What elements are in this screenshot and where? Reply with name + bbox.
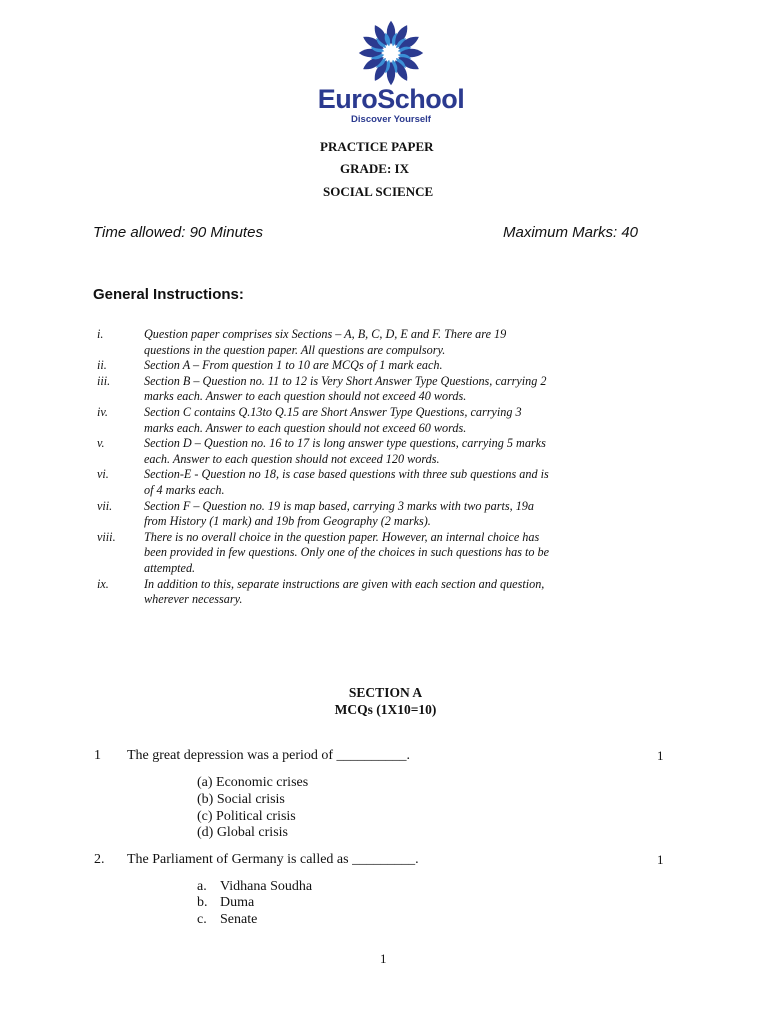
instruction-text: Question paper comprises six Sections – A, B, C, D, E and F. There are 19 <box>144 327 507 341</box>
instruction-number: iii. <box>97 373 111 388</box>
instruction-number: vii. <box>97 498 113 513</box>
option-text: Senate <box>220 912 258 927</box>
instruction-number: ii. <box>97 358 107 373</box>
time-allowed: Time allowed: 90 Minutes <box>93 224 263 241</box>
question-marks: 1 <box>657 748 664 763</box>
instruction-text: Section B – Question no. 11 to 12 is Very Short Answer Type Questions, carrying 2 <box>144 373 547 388</box>
instruction-text: been provided in few questions. Only one of the choices in such questions has to be <box>144 545 550 560</box>
page-number: 1 <box>380 951 387 966</box>
instruction-text: of 4 marks each. <box>144 483 225 497</box>
option: (c) Political crisis <box>197 809 296 824</box>
option-text: Duma <box>220 895 255 910</box>
option-label: b. <box>197 895 208 910</box>
instruction-text: from History (1 mark) and 19b from Geography (2 marks). <box>144 514 431 529</box>
instruction-text: each. Answer to each question should not exceed 120 words. <box>144 451 440 466</box>
instruction-number: viii. <box>97 529 116 544</box>
option-label: a. <box>197 879 207 894</box>
option-label: c. <box>197 912 207 927</box>
instructions-title: General Instructions: <box>93 286 244 303</box>
instruction-number: vi. <box>97 467 109 482</box>
option-text: Vidhana Soudha <box>220 879 313 894</box>
question-text: The Parliament of Germany is called as _________. <box>127 852 419 867</box>
instruction-number: i. <box>97 327 104 341</box>
question-text: The great depression was a period of __________. <box>127 748 411 763</box>
euroschool-logo-icon <box>356 18 426 88</box>
instruction-text: Section-E - Question no 18, is case based questions with three sub questions and is <box>144 467 549 482</box>
question-marks: 1 <box>657 852 664 867</box>
instruction-number: v. <box>97 436 105 451</box>
section-title: SECTION A <box>348 685 423 700</box>
option: (b) Social crisis <box>197 792 285 807</box>
paper-title: PRACTICE PAPER <box>320 139 434 154</box>
instruction-text: In addition to this, separate instructions are given with each section and question, <box>144 576 545 591</box>
instruction-number: iv. <box>97 405 108 419</box>
instruction-text: questions in the question paper. All questions are compulsory. <box>144 342 446 357</box>
brand-name: EuroSchool <box>317 84 465 114</box>
instruction-text: marks each. Answer to each question should not exceed 60 words. <box>144 420 467 435</box>
instruction-text: Section D – Question no. 16 to 17 is long answer type questions, carrying 5 marks <box>144 436 546 451</box>
instruction-text: wherever necessary. <box>144 592 243 607</box>
subject-label: SOCIAL SCIENCE <box>323 184 434 199</box>
instruction-text: There is no overall choice in the question paper. However, an internal choice has <box>144 529 540 544</box>
instruction-text: Section C contains Q.13to Q.15 are Short Answer Type Questions, carrying 3 <box>144 405 522 419</box>
instruction-text: Section A – From question 1 to 10 are MCQs of 1 mark each. <box>144 358 443 373</box>
instruction-number: ix. <box>97 576 109 591</box>
instruction-text: marks each. Answer to each question should not exceed 40 words. <box>144 389 467 404</box>
instruction-text: Section F – Question no. 19 is map based, carrying 3 marks with two parts, 19a <box>144 498 534 513</box>
brand-tagline: Discover Yourself <box>351 114 431 125</box>
grade-label: GRADE: IX <box>340 161 409 176</box>
instruction-text: attempted. <box>144 561 196 575</box>
question-number: 2. <box>94 852 105 867</box>
section-subtitle: MCQs (1X10=10) <box>334 702 437 717</box>
question-number: 1 <box>94 748 101 763</box>
option: (a) Economic crises <box>197 775 309 790</box>
maximum-marks: Maximum Marks: 40 <box>503 224 639 241</box>
option: (d) Global crisis <box>197 825 288 840</box>
